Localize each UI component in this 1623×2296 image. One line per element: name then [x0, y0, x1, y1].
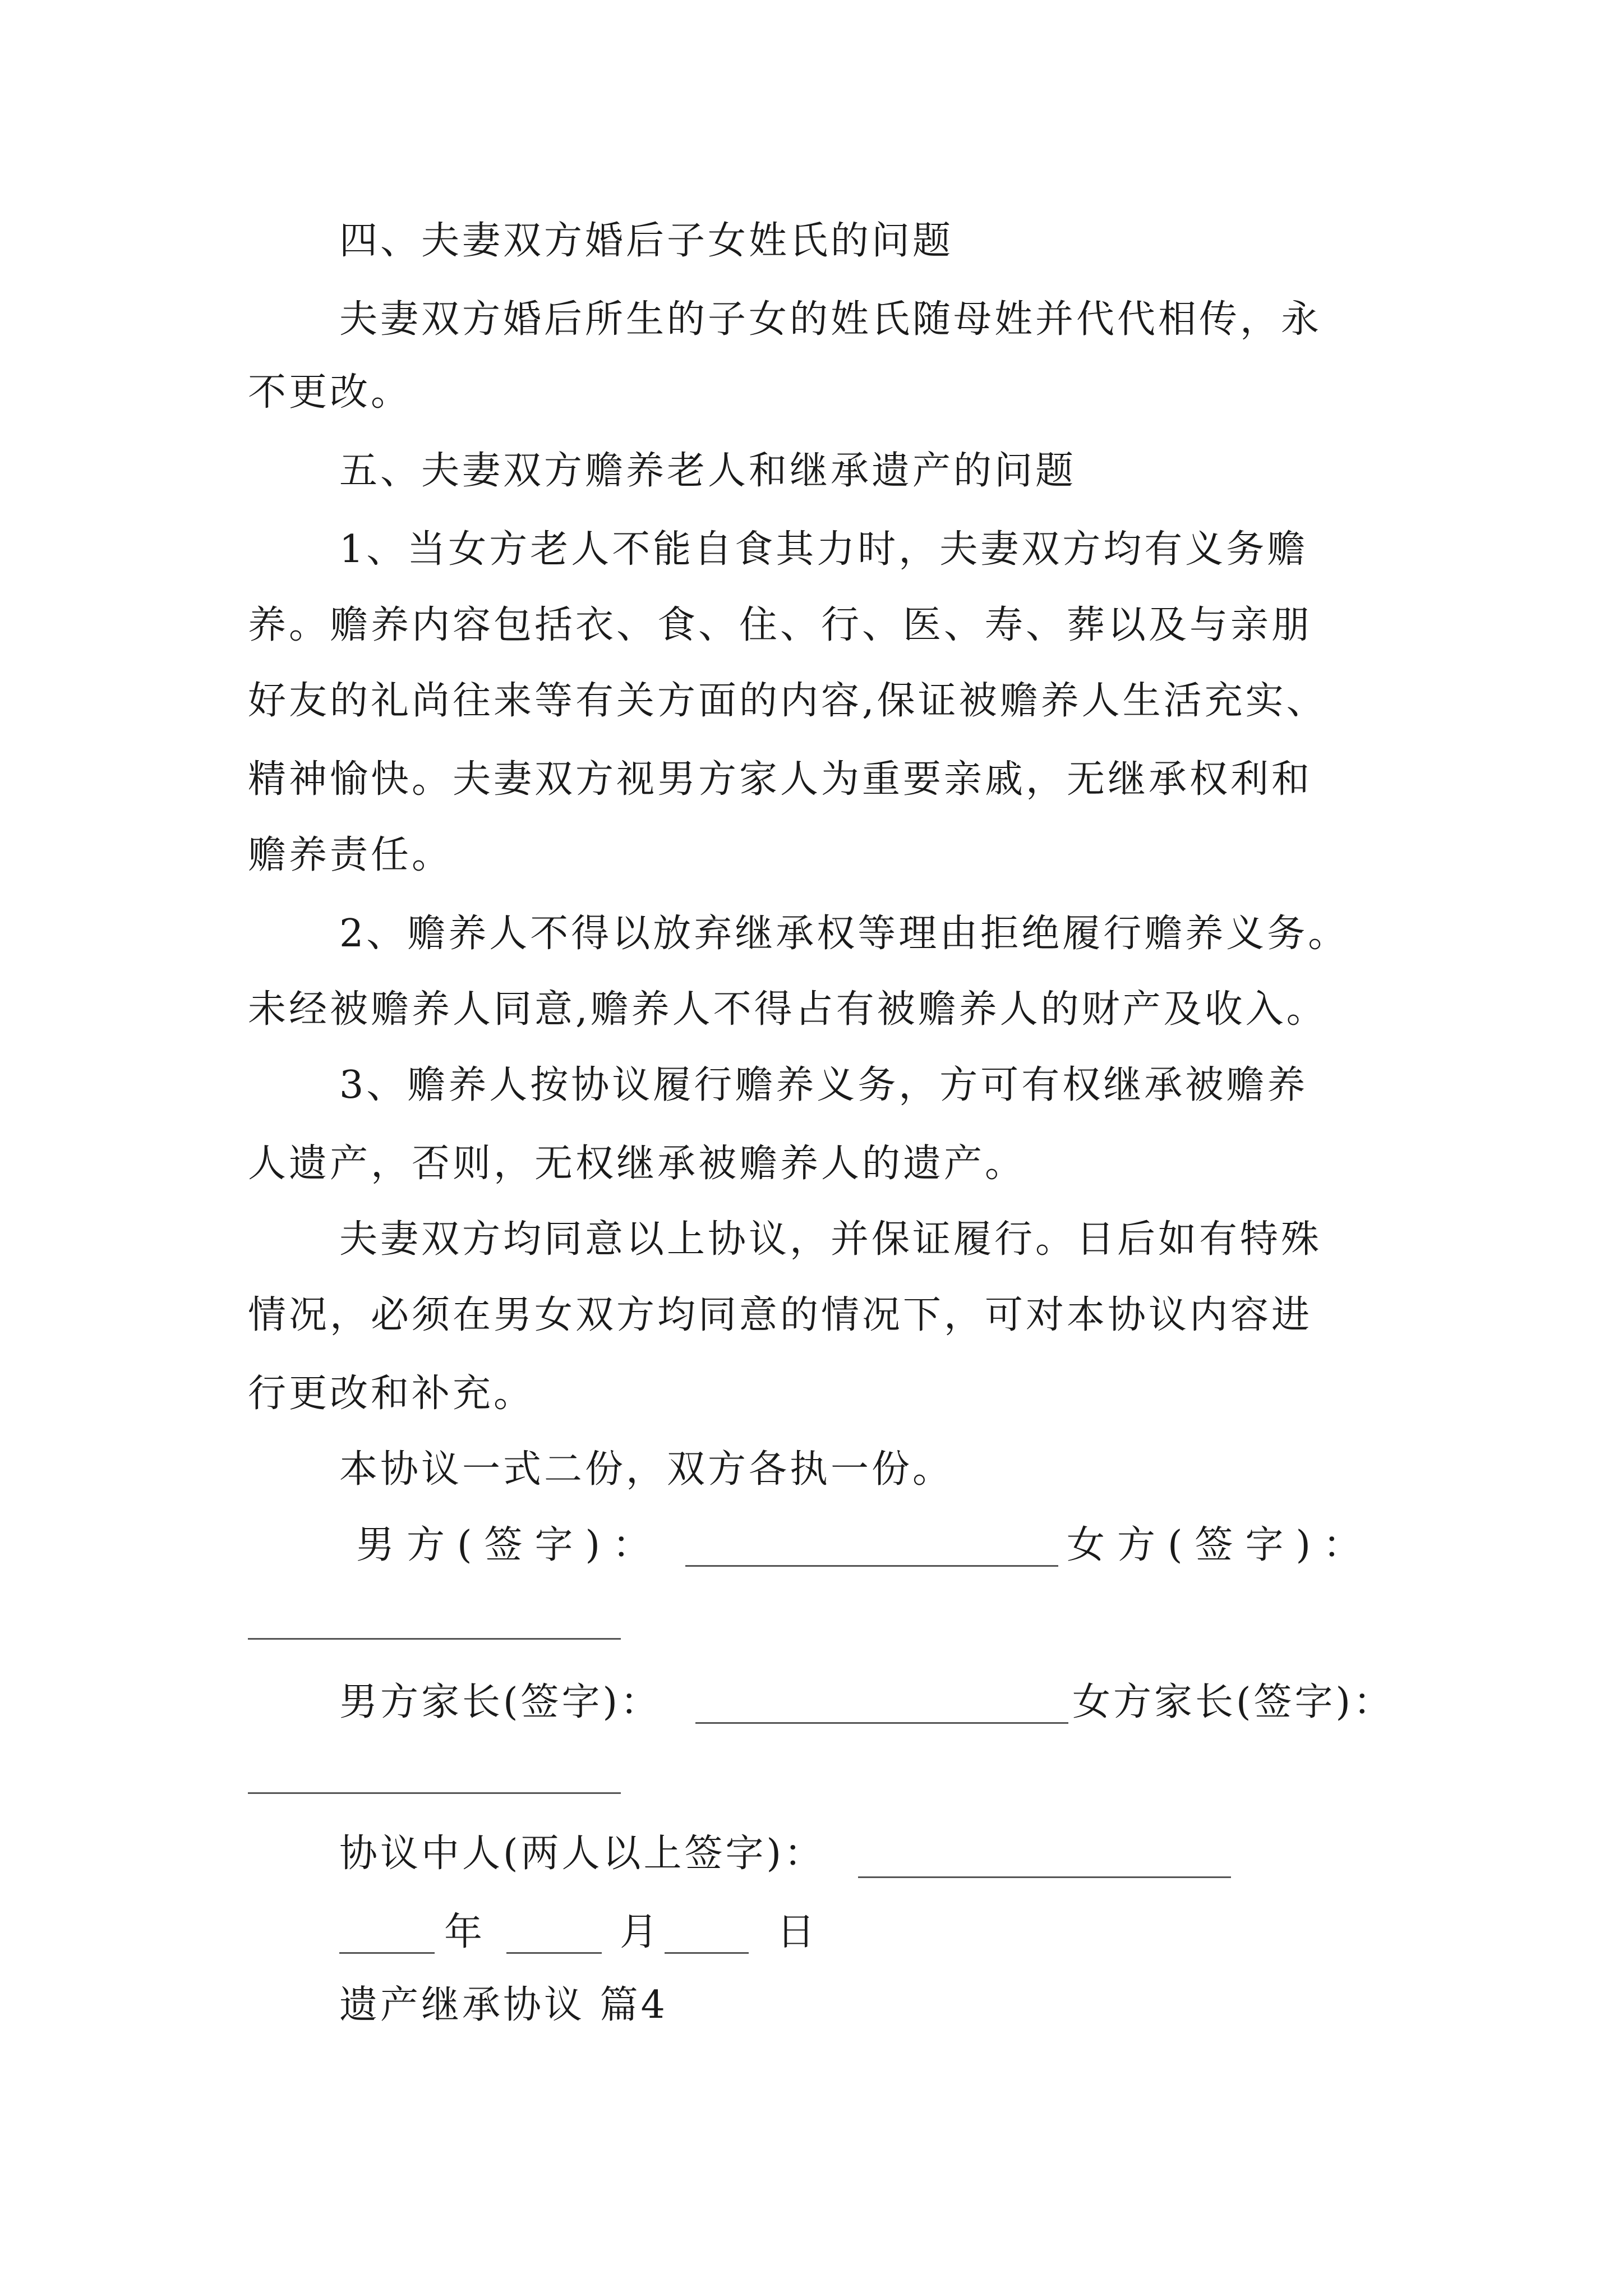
- section5-heading: 五、夫妻双方赡养老人和继承遗产的问题: [339, 449, 1077, 493]
- item3-line-1: 3、赡养人按协议履行赡养义务，方可有权继承被赡养: [339, 1063, 1308, 1107]
- copies-line: 本协议一式二份，双方各执一份。: [339, 1447, 954, 1492]
- day-label: 日: [777, 1910, 818, 1954]
- wife-signature-label: 女方(签字)：: [1067, 1523, 1374, 1567]
- wife-parent-signature-label: 女方家长(签字)：: [1072, 1680, 1395, 1724]
- year-label: 年: [444, 1910, 486, 1954]
- item1-line-1: 1、当女方老人不能自食其力时，夫妻双方均有义务赡: [339, 527, 1308, 572]
- agreement-line-2: 情况，必须在男女双方均同意的情况下，可对本协议内容进: [248, 1293, 1313, 1337]
- section4-body-line-2: 不更改。: [248, 370, 412, 415]
- day-blank: [665, 1913, 749, 1954]
- month-blank: [506, 1913, 602, 1954]
- wife-parent-signature-line: [248, 1792, 621, 1794]
- mediator-signature-line: [858, 1837, 1231, 1878]
- husband-parent-signature-label: 男方家长(签字)：: [339, 1680, 662, 1724]
- husband-signature-line: [685, 1526, 1058, 1567]
- item1-line-3: 好友的礼尚往来等有关方面的内容,保证被赡养人生活充实、: [248, 679, 1327, 723]
- mediator-signature-label: 协议中人(两人以上签字)：: [339, 1832, 826, 1876]
- husband-parent-signature-line: [695, 1683, 1068, 1724]
- next-section-title: 遗产继承协议 篇4: [339, 1983, 668, 2027]
- item2-line-1: 2、赡养人不得以放弃继承权等理由拒绝履行赡养义务。: [339, 912, 1349, 956]
- wife-signature-line: [248, 1638, 621, 1640]
- item1-line-2: 养。赡养内容包括衣、食、住、行、医、寿、葬以及与亲朋: [248, 603, 1313, 647]
- section4-body-line-1: 夫妻双方婚后所生的子女的姓氏随母姓并代代相传，永: [339, 297, 1322, 342]
- item3-line-2: 人遗产，否则，无权继承被赡养人的遗产。: [248, 1142, 1026, 1186]
- month-label: 月: [620, 1910, 661, 1954]
- year-blank: [339, 1913, 435, 1954]
- agreement-line-3: 行更改和补充。: [248, 1372, 535, 1416]
- section4-heading: 四、夫妻双方婚后子女姓氏的问题: [339, 219, 954, 263]
- item2-line-2: 未经被赡养人同意,赡养人不得占有被赡养人的财产及收入。: [248, 987, 1327, 1032]
- item1-line-5: 赡养责任。: [248, 833, 453, 877]
- agreement-line-1: 夫妻双方均同意以上协议，并保证履行。日后如有特殊: [339, 1217, 1322, 1262]
- item1-line-4: 精神愉快。夫妻双方视男方家人为重要亲戚，无继承权利和: [248, 757, 1313, 802]
- husband-signature-label: 男方(签字)：: [356, 1523, 663, 1567]
